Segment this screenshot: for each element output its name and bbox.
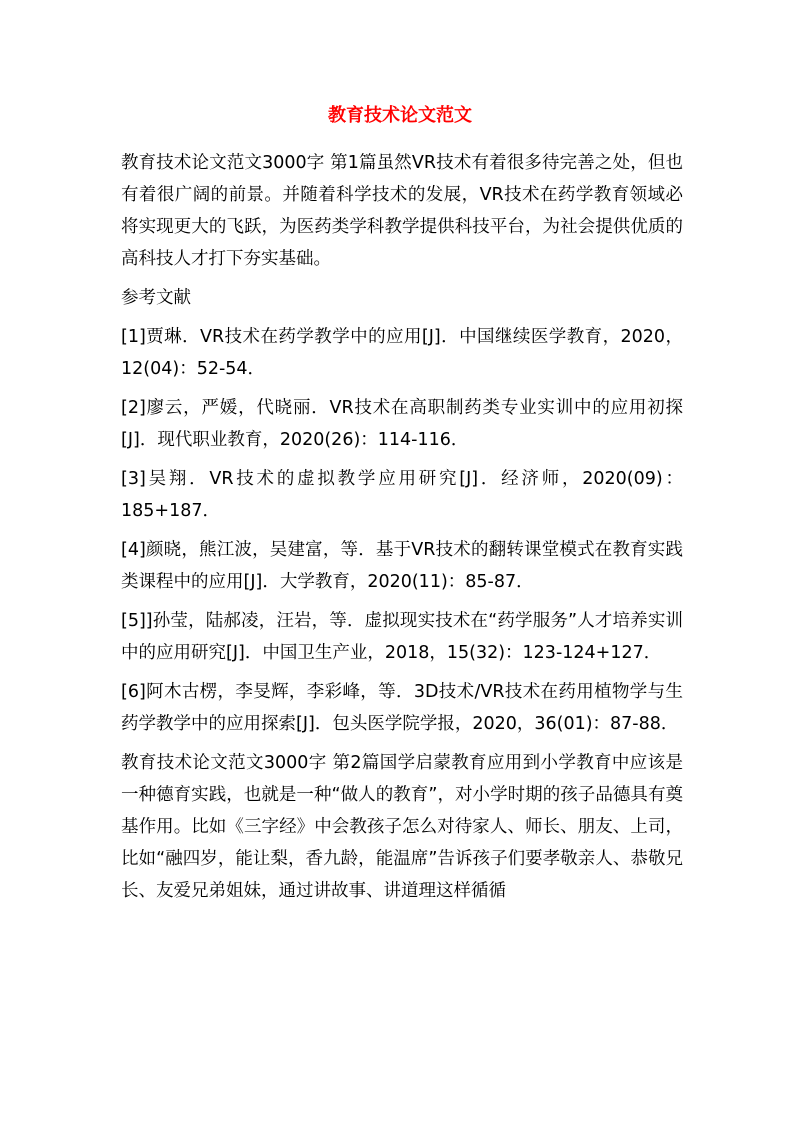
document-body	[121, 147, 683, 914]
reference-item: [1]贾琳．VR技术在药学教学中的应用[J]．中国继续医学教育，2020，12(04)：52-54．	[121, 327, 683, 379]
reference-item: [2]廖云，严媛，代晓丽．VR技术在高职制药类专业实训中的应用初探[J]．现代职业教育，2020(26)：114-116．	[121, 398, 683, 450]
reference-item: [4]颜晓，熊江波，吴建富，等．基于VR技术的翻转课堂模式在教育实践类课程中的应用[J]．大学教育，2020(11)：85-87．	[121, 540, 683, 592]
reference-item: [6]阿木古楞，李旻辉，李彩峰，等．3D技术/VR技术在药用植物学与生药学教学中的应用探索[J]．包头医学院学报，2020，36(01)：87-88．	[121, 682, 683, 734]
references-heading: 参考文献	[121, 288, 191, 308]
reference-item: [3]吴翔．VR技术的虚拟教学应用研究[J]．经济师，2020(09)：185+187．	[121, 469, 683, 521]
document-title: 教育技术论文范文	[328, 105, 472, 126]
intro-paragraph: 教育技术论文范文3000字 第1篇虽然VR技术有着很多待完善之处，但也有着很广阔的前景。并随着科学技术的发展，VR技术在药学教育领域必将实现更大的飞跃，为医药类学科教学提供科技平台，为社会提供优质的高科技人才打下夯实基础。	[121, 153, 683, 269]
second-article-paragraph: 教育技术论文范文3000字 第2篇国学启蒙教育应用到小学教育中应该是一种德育实践，也就是一种“做人的教育”，对小学时期的孩子品德具有奠基作用。比如《三字经》中会教孩子怎么对待家人、师长、朋友、上司，比如“融四岁，能让梨，香九龄，能温席”告诉孩子们要孝敬亲人、恭敬兄长、友爱兄弟姐妹，通过讲故事、讲道理这样循循	[121, 753, 683, 901]
reference-item: [5]]孙莹，陆郝凌，汪岩，等．虚拟现实技术在“药学服务”人才培养实训中的应用研究[J]．中国卫生产业，2018，15(32)：123-124+127．	[121, 611, 683, 663]
